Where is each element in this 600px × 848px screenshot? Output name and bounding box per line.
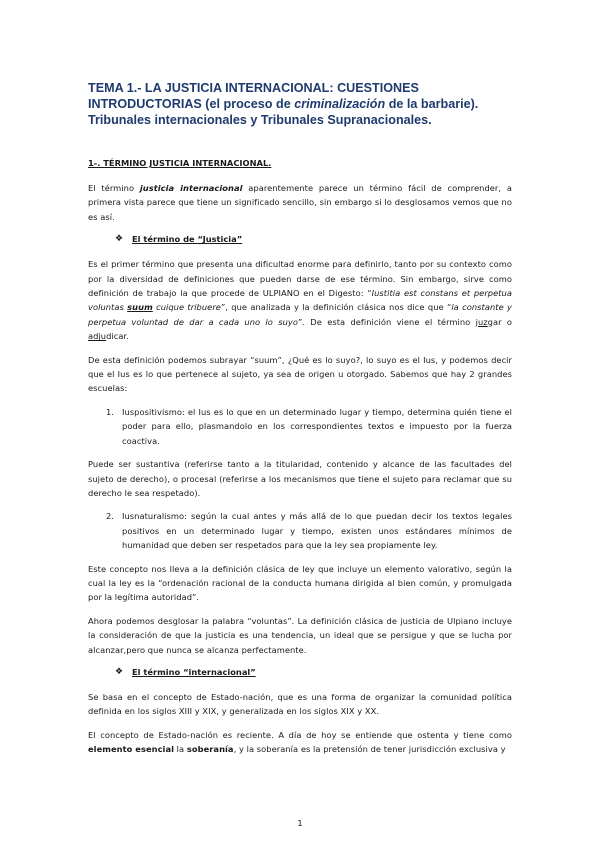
- list-item: 2. Iusnaturalismo: según la cual antes y más allá de lo que puedan decir los textos legales positivos en un determinado lugar y tiempo, existen unos estándares mínimos de humanidad que deben ser respetados para que la ley sea propiamente ley.: [106, 511, 512, 551]
- paragraph-estado-nacion: Se basa en el concepto de Estado-nación, que es una forma de organizar la comunidad política definida en los siglos XIII y XIX, y generalizada en los siglos XIX y XX.: [88, 691, 512, 717]
- list-item: 1. Iuspositivismo: el Ius es lo que en un determinado lugar y tiempo, determina quién tiene el poder para ello, plasmandolo en los correspondientes textos e impuesto por la fuerza coactiva.: [106, 406, 512, 446]
- diamond-bullet-icon: ❖: [115, 666, 124, 677]
- subheading-justicia: ❖ El término de “Justicia”: [115, 234, 243, 245]
- title-line-1: TEMA 1.- LA JUSTICIA INTERNACIONAL: CUESTIONES: [88, 81, 419, 95]
- diamond-bullet-icon: ❖: [115, 234, 124, 245]
- intro-paragraph: El término justicia internacional aparentemente parece un término fácil de comprender, a primera vista parece que tiene un significado sencillo, sin embargo si lo desglosamos vemos que no es así.: [88, 183, 512, 222]
- paragraph-voluntas: Ahora podemos desglosar la palabra “voluntas”. La definición clásica de justicia de Ulpiano incluye la consideración de que la justicia es una tendencia, un ideal que se persigue y que se lucha por alcanzar,pero que nunca se alcanza perfectamente.: [88, 615, 512, 655]
- title-line-2: INTRODUCTORIAS (el proceso de criminalización de la barbarie).: [88, 97, 479, 111]
- document-title: [88, 80, 512, 128]
- subheading-internacional: ❖ El término “internacional”: [115, 666, 256, 677]
- paragraph-suum: De esta definición podemos subrayar “suum”, ¿Qué es lo suyo?, lo suyo es el Ius, y podemos decir que el Ius es lo que pertenece al sujeto, ya sea de origen u otorgado. Sabemos que hay 2 grandes escuelas:: [88, 354, 512, 394]
- paragraph-justicia-definicion: Es el primer término que presenta una dificultad enorme para definirlo, tanto por su contexto como por la diversidad de definiciones que pueden darse de ese término. Sin embargo, sirve como definición de trabajo la que procede de ULPIANO en el Digesto: “Iustitia est constans et perpetua voluntas suum cuique tribuere”, que analizada y la definición clásica nos dice que “la constante y perpetua voluntad de dar a cada uno lo suyo”. De esta definición viene el término juzgar o adjudicar.: [88, 259, 512, 342]
- paragraph-sustantiva: Puede ser sustantiva (referirse tanto a la titularidad, contenido y alcance de las facultades del sujeto de derecho), o procesal (referirse a los mecanismos que tiene el sujeto para reclamar que su derecho le sea respetado).: [88, 459, 512, 498]
- page-number: 1: [297, 818, 303, 828]
- paragraph-soberania: El concepto de Estado-nación es reciente. A día de hoy se entiende que ostenta y tiene como elemento esencial la soberanía, y la soberanía es la pretensión de tener jurisdicción exclusiva y: [88, 729, 512, 755]
- title-emphasis: criminalización: [294, 97, 386, 111]
- section-heading: 1-. TÉRMINO JUSTICIA INTERNACIONAL.: [88, 158, 272, 168]
- paragraph-ley: Este concepto nos lleva a la definición clásica de ley que incluye un elemento valorativo, según la cual la ley es la “ordenación racional de la conducta humana dirigida al bien común, y promulgada por la legítima autoridad”.: [88, 563, 512, 603]
- list-escuelas-2: [88, 509, 512, 552]
- list-escuelas-1: [88, 405, 512, 448]
- title-line-3: Tribunales internacionales y Tribunales Supranacionales.: [88, 113, 432, 127]
